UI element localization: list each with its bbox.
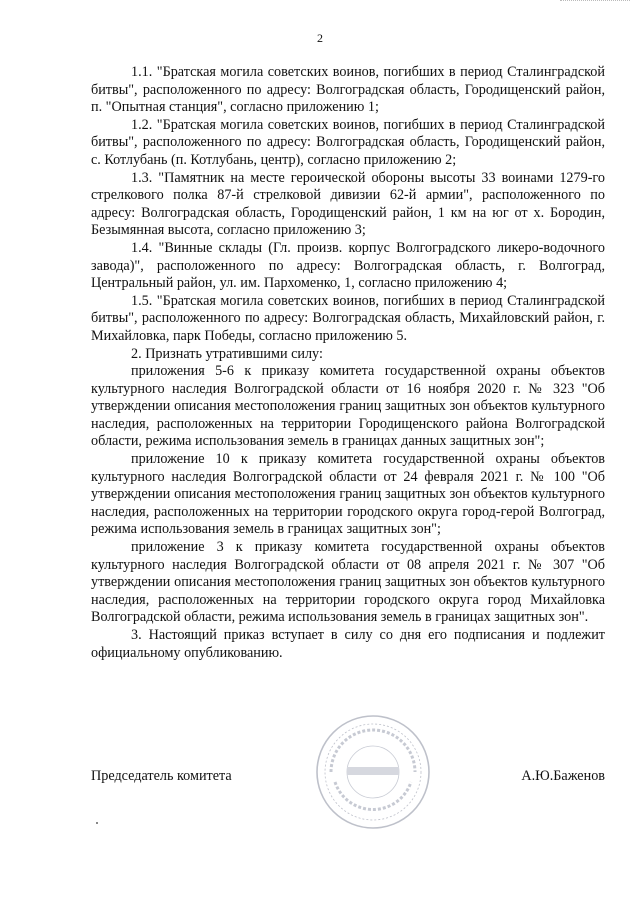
paragraph-2: 2. Признать утратившими силу: <box>131 345 323 362</box>
paragraph-2-item-2: приложение 10 к приказу комитета государственной охраны объектов культурного наследия Волгоградской области от 24 февраля 2021 г. № 100 "Об утверждении описания местоположения границ защитных зон объектов культурного наследия, расположенных на территории городского округа город-герой Волгоград, режима использования земель в границах защитных зон"; <box>91 451 605 538</box>
paragraph-1-4: 1.4. "Винные склады (Гл. произв. корпус Волгоградского ликеро-водочного завода)", расположенного по адресу: Волгоградская область, г. Волгоград, Центральный район, ул. им. Пархоменко, 1, согласно приложению 4; <box>91 239 605 292</box>
official-stamp <box>313 712 433 832</box>
signatory-position: Председатель комитета <box>91 768 232 784</box>
paragraph-1-2: 1.2. "Братская могила советских воинов, погибших в период Сталинградской битвы", расположенного по адресу: Волгоградская область, Городищенский район, с. Котлубань (п. Котлубань, центр), согласно приложению 2; <box>91 116 605 168</box>
signatory-name: А.Ю.Баженов <box>521 768 605 784</box>
paragraph-1-1: 1.1. "Братская могила советских воинов, погибших в период Сталинградской битвы", расположенного по адресу: Волгоградская область, Городищенский район, п. "Опытная станция", согласно приложению 1; <box>91 64 605 116</box>
paragraph-2-item-3: приложение 3 к приказу комитета государственной охраны объектов культурного наследия Волгоградской области от 08 апреля 2021 г. № 307 "Об утверждении описания местоположения границ защитных зон объектов культурного наследия, расположенных на территории городского округа город Михайловка Волгоградской области, режима использования земель в границах защитных зон". <box>91 539 605 626</box>
paragraph-3: 3. Настоящий приказ вступает в силу со дня его подписания и подлежит официальному опубликованию. <box>91 627 605 661</box>
page-number: 2 <box>317 31 323 45</box>
document-body <box>91 64 605 662</box>
paragraph-1-3: 1.3. "Памятник на месте героической обороны высоты 33 воинами 1279-го стрелкового полка 87-й стрелковой дивизии 62-й армии", расположенного по адресу: Волгоградская область, Городищенский район, 1 км на юг от х. Бородин, Безымянная высота, согласно приложению 3; <box>91 169 605 239</box>
scan-corner-mark <box>560 0 630 5</box>
paragraph-1-5: 1.5. "Братская могила советских воинов, погибших в период Сталинградской битвы", расположенного по адресу: Волгоградская область, Михайловский район, г. Михайловка, парк Победы, согласно приложению 5. <box>91 292 605 344</box>
paragraph-2-item-1: приложения 5-6 к приказу комитета государственной охраны объектов культурного наследия Волгоградской области от 16 ноября 2020 г. № 323 "Об утверждении описания местоположения границ защитных зон объектов культурного наследия, расположенных на территории Городищенского района Волгоградской области, режима использования земель в границах данных защитных зон"; <box>91 363 605 450</box>
scan-dot <box>96 822 98 824</box>
